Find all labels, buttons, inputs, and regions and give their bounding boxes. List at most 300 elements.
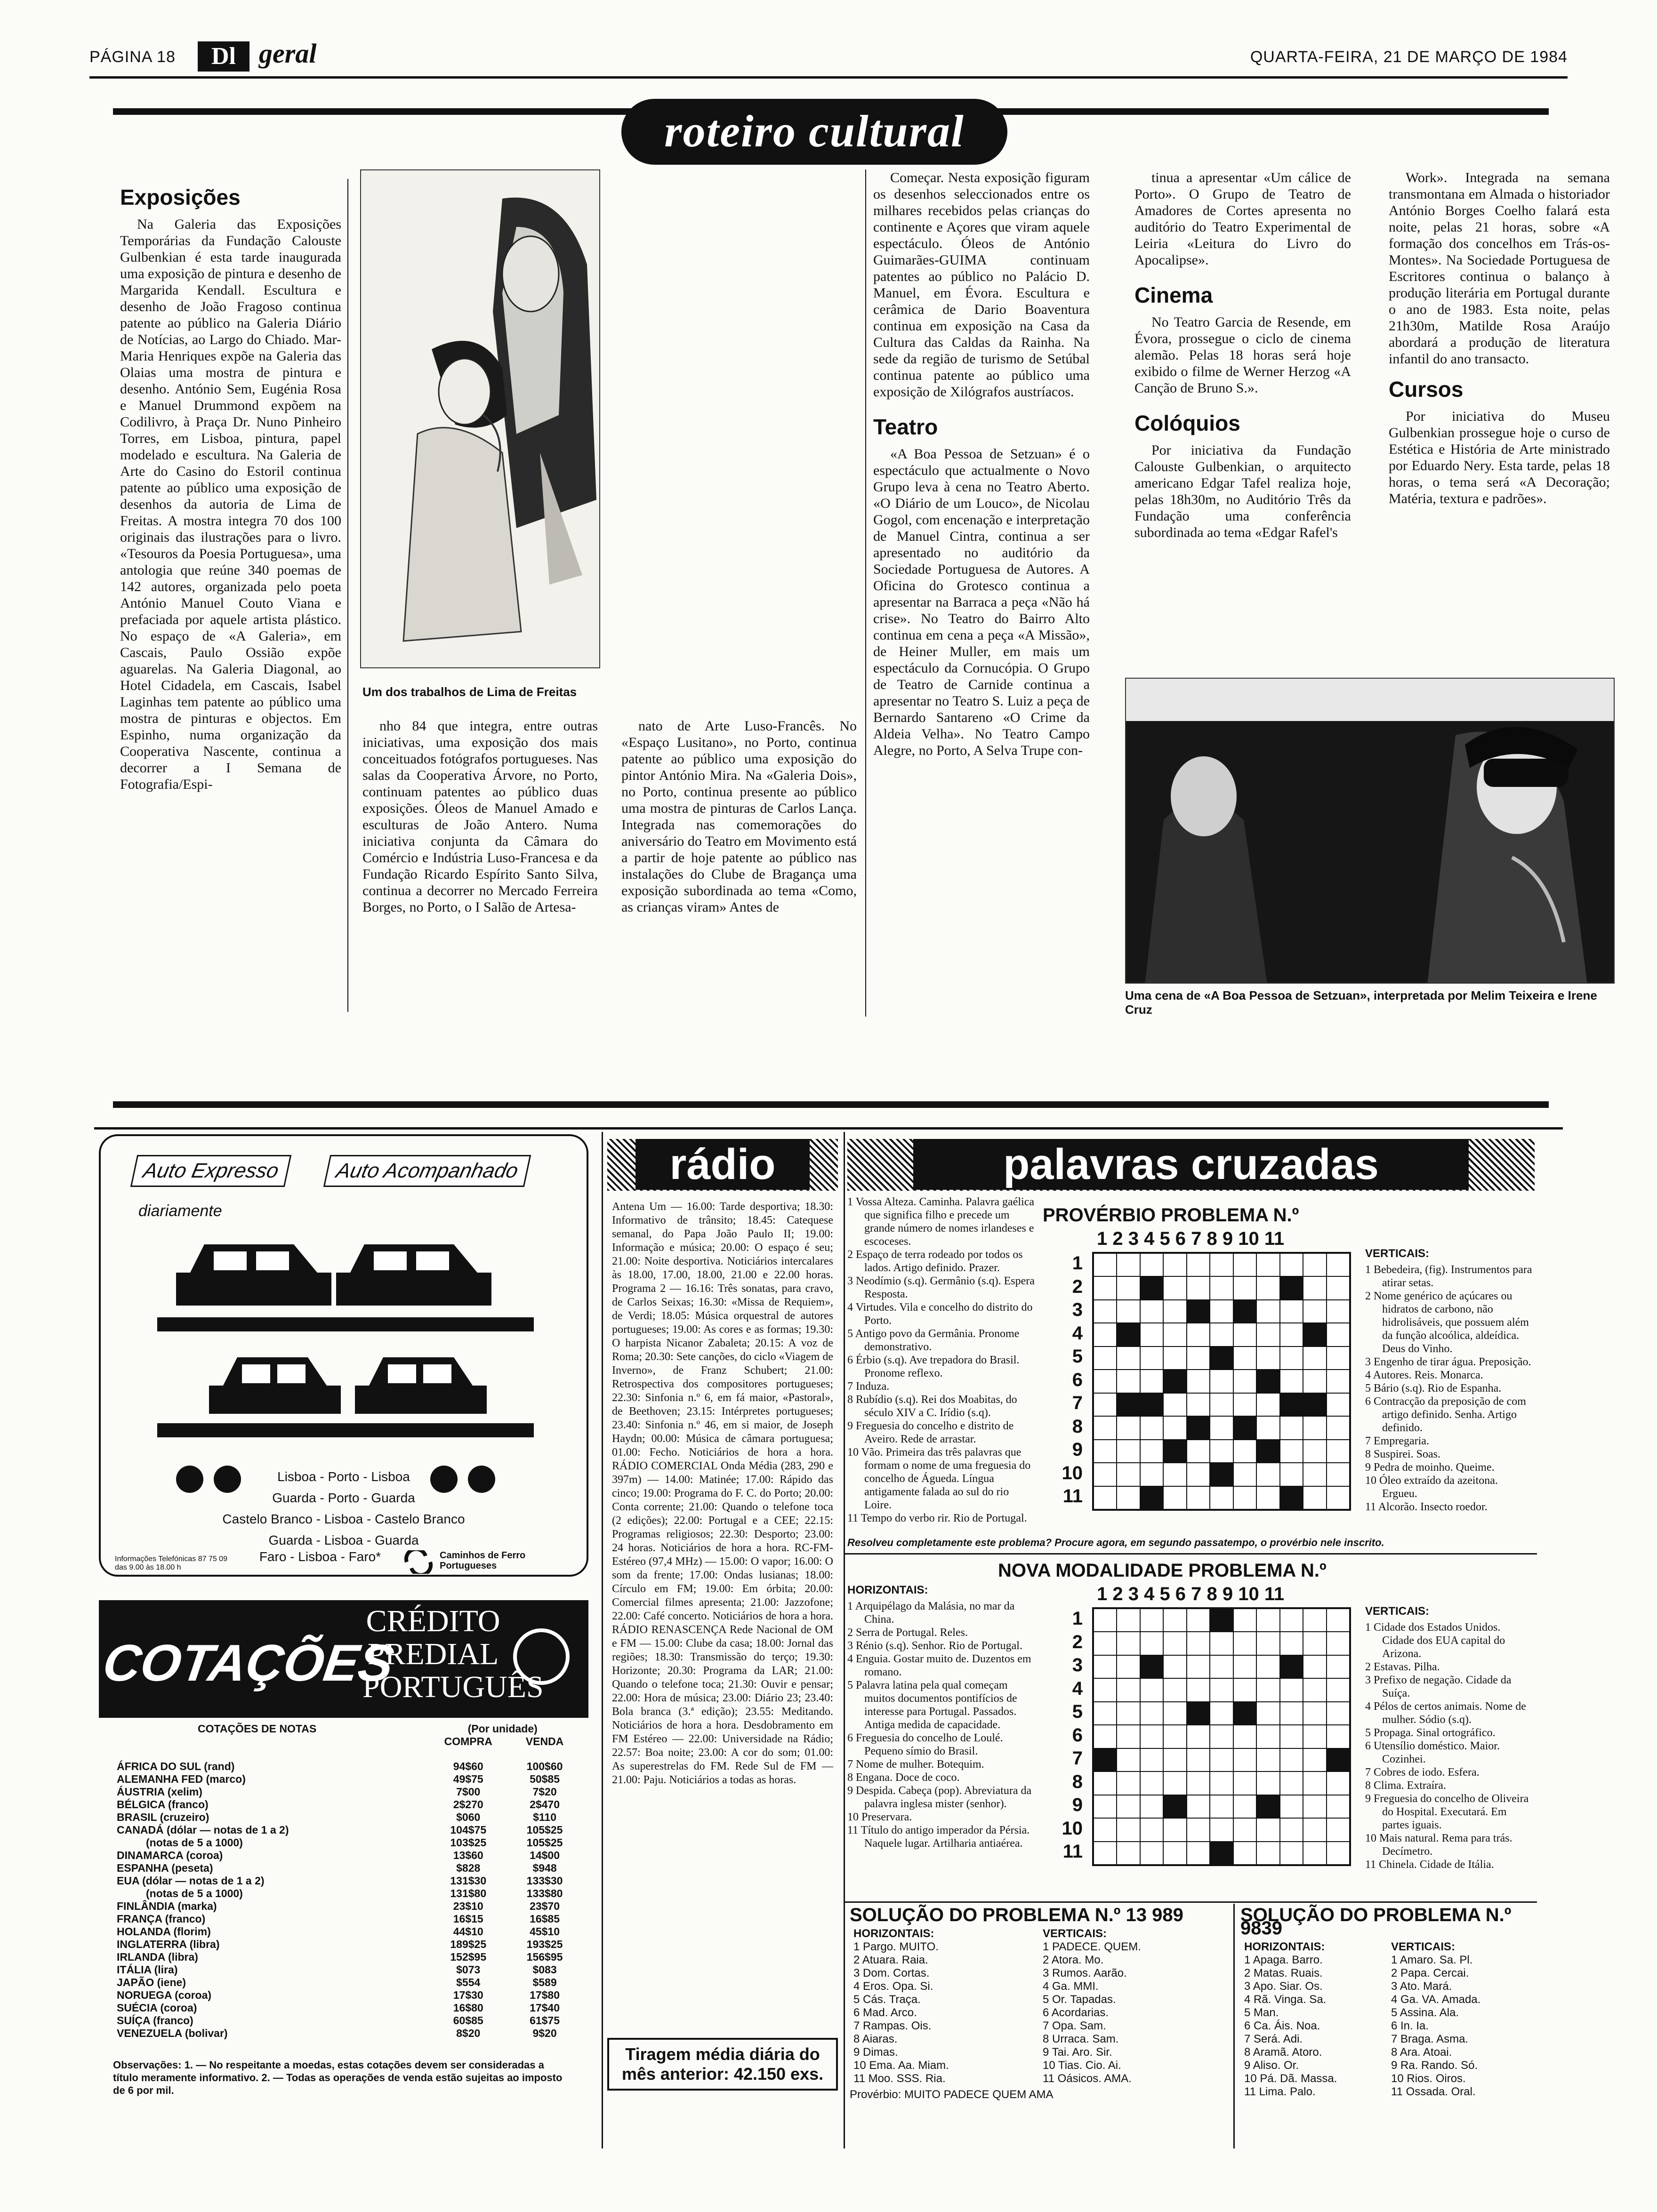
p1-vertical-clues — [1365, 1247, 1535, 1514]
grid-cell — [1163, 1702, 1186, 1725]
cruzadas-divider — [845, 1553, 1537, 1555]
currency-name: EUA (dólar — notas de 1 a 2) — [117, 1875, 265, 1887]
grid-cell — [1117, 1678, 1140, 1701]
grid-cell — [1210, 1416, 1233, 1439]
grid-cell — [1303, 1393, 1326, 1416]
buy-rate: $073 — [456, 1964, 481, 1976]
currency-name: JAPÃO (iene) — [117, 1976, 186, 1988]
clue2-v11: 11 Chinela. Cidade de Itália. — [1365, 1859, 1494, 1871]
clue2-v7: 7 Cobres de iodo. Esfera. — [1365, 1766, 1480, 1779]
p2-row-numbers: 1 2 3 4 5 6 7 8 9 10 11 — [1062, 1608, 1083, 1862]
heading-cursos: Cursos — [1389, 377, 1464, 401]
grid-cell — [1327, 1323, 1350, 1346]
grid-cell — [1303, 1370, 1326, 1393]
grid-cell — [1280, 1416, 1303, 1439]
radio-schedule: Antena Um — 16.00: Tarde desportiva; 18.30: Informativo de trânsito; 18.45: Catequese semanal, do Papa João Paulo II; 19.00: Informação e música; 20.00: O espaço é seu; 21.00: Noite desportiva. Noticiários intercalares às 18.00, 17.00, 18.00, 21.00 e 22.00 horas. Programa 2 — 16.16: Três sonatas, para cravo, de Carlos Seixas; 16.30: «Missa de Requiem», de Verdi; 18.05: Música orquestral de autores portugueses; 19.00: As cores e as formas; 19.30: O harpista Nicanor Zabaleta; 20.15: A voz de Roma; 20.30: Sete canções, do ciclo «Viagem de Inverno», de Franz Schubert; 21.00: Retrospectiva dos compositores portugueses; 22.30: Sinfonia n.º 6, em fá maior, «Pastoral», de Beethoven; 23.15: Intérpretes portugueses; 23.40: Sinfonia n.º 46, em si maior, de Joseph Haydn; 00.00: Música de câmara portuguesa; 01.00: Fecho. Noticiários de hora a hora. RÁDIO COMERCIAL Onda Média (283, 290 e 397m) — 14.00: Matinée; 17.00: Rápido das cinco; 19.00: Programa do F. C. do Porto; 20.00: Conta corrente; 21.00: Quando o telefone toca (2 edições); 22.00: Portugal e a CEE; 22.15: Programas religiosos; 22.30: Desporto; 23.00: 24 horas. Noticiários de hora a hora. RC-FM-Estéreo (97,4 MHz) — 15.00: O vapor; 16.00: O som da frente; 17.00: Ondas lusianas; 18.00: Círculo em FM; 19.00: Em órbita; 20.00: Comercial filmes apresenta; 21.00: Jazzofone; 22.00: Café concerto. Noticiários de hora a hora. RÁDIO RENASCENÇA Rede Nacional de OM e FM — 15.00: Clube da casa; 18.00: Jornal das regiões; 18.30: Transmissão do terço; 19.30: Horizonte; 20.30: Programa da LAR; 21.00: Quando o telefone toca; 21.30: Ouvir e pensar; 22.00: Hora de música; 23.00: Diário 23; 23.40: Bola branca (3.ª edição); 23.55: Meditando. Noticiários de hora a hora. Desdobramento em FM Estéreo — 22.00: Universidade na Rádio; 22.57: Boa noite; 23.00: A cor do som; 01.00: As superestrelas do FM. Rede Sul de FM — 21.00: Paju. Noticiários a todas as horas. — [612, 1201, 833, 1786]
grid-cell — [1140, 1609, 1163, 1632]
currency-name: BÉLGICA (franco) — [117, 1798, 209, 1811]
grid-cell — [1303, 1795, 1326, 1818]
grid-cell — [1303, 1771, 1326, 1795]
grid-cell — [1256, 1818, 1279, 1841]
cotacao-row — [113, 1811, 579, 1824]
grid-cell — [1094, 1678, 1117, 1701]
solution-line: 9 Aliso. Or. — [1244, 2059, 1299, 2072]
grid-cell — [1140, 1655, 1163, 1678]
grid-cell — [1094, 1463, 1117, 1486]
grid-cell — [1327, 1818, 1350, 1841]
sell-rate: 61$75 — [530, 2014, 560, 2027]
grid-cell — [1210, 1253, 1233, 1276]
cotacao-row — [113, 1887, 579, 1900]
grid-cell — [1094, 1609, 1117, 1632]
heading-cinema: Cinema — [1134, 283, 1213, 307]
clue2-v8: 8 Clima. Extraíra. — [1365, 1779, 1446, 1792]
grid-cell — [1280, 1370, 1303, 1393]
grid-cell — [1327, 1725, 1350, 1748]
buy-rate: 104$75 — [450, 1824, 487, 1836]
currency-name: INGLATERRA (libra) — [117, 1938, 220, 1950]
grid-cell — [1094, 1300, 1117, 1323]
grid-cell — [1094, 1440, 1117, 1463]
grid-cell — [1140, 1771, 1163, 1795]
grid-cell — [1140, 1842, 1163, 1865]
grid-cell — [1140, 1748, 1163, 1771]
radio-title: rádio — [635, 1139, 810, 1190]
clue-h4: 4 Virtudes. Vila e concelho do distrito do Porto. — [847, 1301, 1033, 1327]
grid-cell — [1303, 1463, 1326, 1486]
buy-rate: 60$85 — [453, 2014, 483, 2027]
grid-cell — [1233, 1300, 1256, 1323]
grid-cell — [1117, 1276, 1140, 1299]
radio-rubric — [607, 1139, 838, 1191]
grid-cell — [1187, 1440, 1210, 1463]
p2-horizontais-label: HORIZONTAIS: — [847, 1584, 928, 1596]
clue-v2: 2 Nome genérico de açúcares ou hidratos de carbono, não hidrolisáveis, que possuem além da função alcoólica, aldeídica. Deus do Vinho. — [1365, 1290, 1529, 1355]
phone-info: Informações Telefónicas 87 75 09 das 9.00 às 18.00 h — [115, 1555, 227, 1571]
grid-cell — [1140, 1416, 1163, 1439]
sol2-v-label: VERTICAIS: — [1391, 1940, 1456, 1953]
grid-cell — [1187, 1771, 1210, 1795]
sell-rate: 193$25 — [526, 1938, 563, 1950]
grid-cell — [1233, 1346, 1256, 1370]
grid-cell — [1187, 1655, 1210, 1678]
grid-cell — [1187, 1276, 1210, 1299]
clue-h10: 10 Vão. Primeira das três palavras que formam o nome de uma freguesia do concelho de Águeda. Língua antigamente falada ao sul do rio Loire. — [847, 1446, 1031, 1511]
clue-v11: 11 Alcorão. Insecto roedor. — [1365, 1501, 1488, 1513]
p1-verticais-label: VERTICAIS: — [1365, 1247, 1430, 1260]
grid-cell — [1210, 1393, 1233, 1416]
cotacao-row — [113, 1875, 579, 1887]
grid-cell — [1303, 1346, 1326, 1370]
grid-cell — [1117, 1748, 1140, 1771]
column-exposicoes-cont1 — [362, 718, 598, 915]
sell-rate: 16$85 — [530, 1913, 560, 1925]
buy-rate: $060 — [456, 1811, 481, 1823]
grid-cell — [1187, 1346, 1210, 1370]
grid-cell — [1233, 1323, 1256, 1346]
grid-cell — [1094, 1842, 1117, 1865]
grid-cell — [1327, 1655, 1350, 1678]
grid-cell — [1140, 1702, 1163, 1725]
solution-line: 4 Ga. VA. Amada. — [1391, 1993, 1481, 2006]
grid-cell — [1303, 1818, 1326, 1841]
grid-cell — [1163, 1678, 1186, 1701]
theatre-photo-caption: Uma cena de «A Boa Pessoa de Setzuan», interpretada por Melim Teixeira e Irene Cruz — [1125, 988, 1597, 1017]
grid-cell — [1140, 1486, 1163, 1509]
grid-cell — [1233, 1393, 1256, 1416]
currency-name: SUÍÇA (franco) — [117, 2014, 193, 2027]
crossword-grid-1 — [1092, 1252, 1351, 1511]
solution-line: 1 PADECE. QUEM. — [1043, 1940, 1141, 1953]
grid-cell — [1163, 1725, 1186, 1748]
solution-line: 8 Aramã. Atoro. — [1244, 2046, 1322, 2059]
tiragem-box: Tiragem média diária do mês anterior: 42.150 exs. — [607, 2038, 838, 2091]
grid-cell — [1163, 1300, 1186, 1323]
clue-h2: 2 Espaço de terra rodeado por todos os lados. Artigo definido. Prazer. — [847, 1249, 1023, 1274]
grid-cell — [1187, 1486, 1210, 1509]
grid-cell — [1094, 1346, 1117, 1370]
solution-line: 6 Acordarias. — [1043, 2006, 1109, 2019]
solution-line: 7 Será. Adi. — [1244, 2033, 1303, 2045]
sell-rate: 105$25 — [526, 1824, 563, 1836]
currency-name: ALEMANHA FED (marco) — [117, 1773, 246, 1785]
tag-auto-acompanhado: Auto Acompanhado — [323, 1155, 531, 1187]
grid-cell — [1280, 1253, 1303, 1276]
cotacao-row — [113, 1786, 579, 1798]
cruzadas-title: palavras cruzadas — [913, 1139, 1469, 1190]
grid-cell — [1140, 1370, 1163, 1393]
grid-cell — [1256, 1486, 1279, 1509]
clue2-v9: 9 Freguesia do concelho de Oliveira do Hospital. Executará. Em partes iguais. — [1365, 1793, 1529, 1831]
grid-cell — [1327, 1702, 1350, 1725]
grid-cell — [1303, 1655, 1326, 1678]
sell-rate: 105$25 — [526, 1836, 563, 1849]
grid-cell — [1094, 1416, 1117, 1439]
grid-cell — [1233, 1748, 1256, 1771]
grid-cell — [1256, 1370, 1279, 1393]
bank-name: CRÉDITO PREDIAL PORTUGUÊS — [362, 1604, 544, 1704]
grid-cell — [1163, 1346, 1186, 1370]
clue2-h8: 8 Engana. Doce de coco. — [847, 1771, 960, 1784]
grid-cell — [1117, 1300, 1140, 1323]
sol2-h-label: HORIZONTAIS: — [1244, 1940, 1325, 1953]
grid-cell — [1094, 1370, 1117, 1393]
grid-cell — [1094, 1393, 1117, 1416]
grid-cell — [1233, 1842, 1256, 1865]
solution-line: 4 Eros. Opa. Si. — [853, 1980, 933, 1993]
cotacao-row — [113, 1824, 579, 1836]
grid-cell — [1210, 1323, 1233, 1346]
solution-line: 10 Rios. Oiros. — [1391, 2072, 1466, 2085]
sell-rate: 23$70 — [530, 1900, 560, 1912]
solution-2-title: SOLUÇÃO DO PROBLEMA N.º 9839 — [1240, 1905, 1512, 1939]
grid-cell — [1187, 1725, 1210, 1748]
grid-cell — [1163, 1842, 1186, 1865]
clue2-h6: 6 Freguesia do concelho de Loulé. Pequeno símio do Brasil. — [847, 1732, 1003, 1757]
grid-cell — [1187, 1842, 1210, 1865]
cotacao-row — [113, 2014, 579, 2027]
grid-cell — [1187, 1678, 1210, 1701]
bottom-col-rule-1 — [602, 1132, 603, 2148]
grid-cell — [1256, 1346, 1279, 1370]
grid-cell — [1327, 1416, 1350, 1439]
buy-rate: 13$60 — [453, 1849, 483, 1861]
grid-cell — [1256, 1300, 1279, 1323]
grid-cell — [1327, 1346, 1350, 1370]
grid-cell — [1303, 1323, 1326, 1346]
buy-rate: 189$25 — [450, 1938, 487, 1950]
grid-cell — [1094, 1748, 1117, 1771]
grid-cell — [1163, 1463, 1186, 1486]
grid-cell — [1163, 1748, 1186, 1771]
clue-h11: 11 Tempo do verbo rir. Rio de Portugal. — [847, 1512, 1027, 1524]
grid-cell — [1280, 1748, 1303, 1771]
grid-cell — [1256, 1253, 1279, 1276]
grid-cell — [1117, 1253, 1140, 1276]
solution-line: 3 Dom. Cortas. — [853, 1967, 930, 1980]
theatre-photo — [1125, 678, 1615, 984]
sell-rate: 2$470 — [530, 1798, 560, 1811]
solution-9839 — [1240, 1905, 1537, 2100]
solution-line: 2 Atora. Mo. — [1043, 1954, 1104, 1966]
clue2-h4: 4 Enguia. Gostar muito de. Duzentos em romano. — [847, 1653, 1031, 1678]
sell-rate: $589 — [532, 1976, 557, 1988]
route-5: Faro - Lisboa - Faro* — [259, 1549, 381, 1564]
grid-cell — [1117, 1463, 1140, 1486]
solution-line: 11 Lima. Palo. — [1244, 2085, 1316, 2098]
grid-cell — [1094, 1276, 1117, 1299]
col-buy: COMPRA — [444, 1735, 492, 1747]
grid-cell — [1256, 1276, 1279, 1299]
table-title: COTAÇÕES DE NOTAS — [198, 1723, 317, 1735]
grid-cell — [1280, 1323, 1303, 1346]
grid-cell — [1280, 1678, 1303, 1701]
route-3: Castelo Branco - Lisboa - Castelo Branco — [222, 1512, 465, 1526]
grid-cell — [1233, 1702, 1256, 1725]
grid-cell — [1094, 1818, 1117, 1841]
solution-13989 — [850, 1905, 1231, 2101]
grid-cell — [1233, 1678, 1256, 1701]
grid-cell — [1117, 1323, 1140, 1346]
cotacao-row — [113, 2027, 579, 2040]
grid-cell — [1327, 1300, 1350, 1323]
grid-cell — [1256, 1842, 1279, 1865]
resolveu-text: Resolveu completamente este problema? Procure agora, em segundo passatempo, o provérbio nele inscrito. — [847, 1537, 1384, 1548]
grid-cell — [1256, 1771, 1279, 1795]
sol1-v-label: VERTICAIS: — [1043, 1927, 1107, 1940]
solution-line: 11 Oásicos. AMA. — [1043, 2072, 1132, 2085]
grid-cell — [1256, 1609, 1279, 1632]
clue-h6: 6 Érbio (s.q). Ave trepadora do Brasil. Pronome reflexo. — [847, 1354, 1020, 1379]
sell-rate: 133$80 — [526, 1887, 563, 1899]
grid-cell — [1094, 1771, 1117, 1795]
buy-rate: 17$30 — [453, 1989, 483, 2001]
cotacoes-table — [113, 1723, 579, 2040]
grid-cell — [1233, 1463, 1256, 1486]
sell-rate: 17$40 — [530, 2002, 560, 2014]
clue2-h2: 2 Serra de Portugal. Reles. — [847, 1627, 968, 1639]
grid-cell — [1163, 1771, 1186, 1795]
grid-cell — [1140, 1795, 1163, 1818]
grid-cell — [1303, 1300, 1326, 1323]
grid-cell — [1117, 1842, 1140, 1865]
grid-cell — [1117, 1655, 1140, 1678]
grid-cell — [1303, 1632, 1326, 1655]
solution-line: 1 Apaga. Barro. — [1244, 1954, 1323, 1966]
solution-line: 7 Opa. Sam. — [1043, 2020, 1106, 2032]
grid-cell — [1210, 1300, 1233, 1323]
buy-rate: 152$95 — [450, 1951, 487, 1963]
crossword-grid-2 — [1092, 1607, 1351, 1866]
currency-name: HOLANDA (florim) — [117, 1925, 211, 1938]
coloquios-cont: Work». Integrada na semana transmontana em Almada o historiador António Borges Coelho falará esta noite, pelas 21 horas, sobre «A formação dos concelhos em Trás-os-Montes». Na Sociedade Portuguesa de Escritores continua o balanço à produção literária em Portugal durante o ano de 1983. Esta noite, pelas 21h30m, Matilde Rosa Araújo abordará a produção de literatura infantil do ano transacto. — [1389, 170, 1610, 367]
grid-cell — [1280, 1300, 1303, 1323]
solution-line: 8 Aiaras. — [853, 2033, 898, 2045]
teatro-text: «A Boa Pessoa de Setzuan» é o espectáculo que actualmente o Novo Grupo leva à cena no Teatro Aberto. «O Diário de um Louco», de Nicolau Gogol, com encenação e interpretação de Manuel Cintra, continua a ser apresentado no auditório da Sociedade Portuguesa de Autores. A Oficina do Grotesco continua a apresentar na Barraca a peça «Não há crise». No Teatro do Bairro Alto continua em cena a peça «A Missão», de Heiner Muller, em mais um espectáculo da Cornucópia. O Grupo de Teatro de Carnide continua a apresentar no Teatro S. Luiz a peça de Bernardo Santareno «O Crime da Aldeia Velha». No Teatro Campo Alegre, no Porto, A Selva Trupe con- — [873, 446, 1090, 758]
solution-line: 10 Tias. Cio. Ai. — [1043, 2059, 1121, 2072]
grid-cell — [1327, 1393, 1350, 1416]
grid-cell — [1117, 1346, 1140, 1370]
heading-exposicoes: Exposições — [120, 185, 241, 209]
cotacao-row — [113, 1862, 579, 1875]
sell-rate: 100$60 — [526, 1760, 563, 1772]
artwork-caption: Um dos trabalhos de Lima de Freitas — [362, 685, 577, 699]
currency-name: (notas de 5 a 1000) — [146, 1887, 243, 1899]
grid-cell — [1327, 1440, 1350, 1463]
sell-rate: $083 — [532, 1964, 557, 1976]
grid-cell — [1303, 1486, 1326, 1509]
p1-horizontal-clues — [847, 1195, 1036, 1525]
cotacao-row — [113, 1951, 579, 1964]
currency-name: FINLÂNDIA (marka) — [117, 1900, 217, 1912]
grid-cell — [1140, 1463, 1163, 1486]
exposicoes-cont3: Começar. Nesta exposição figuram os desenhos seleccionados entre os milhares recebidos pelas crianças do continente e Açores que viram aquele espectáculo. Óleos de António Guimarães-GUIMA continuam patentes ao público no Palácio D. Manuel, em Évora. Escultura e cerâmica de Dario Boaventura continua em exposição na Casa da Cultura das Caldas da Rainha. Na sede da região de turismo de Setúbal continua patente ao público uma exposição de Xilógrafos austríacos. — [873, 170, 1090, 400]
grid-cell — [1303, 1725, 1326, 1748]
grid-cell — [1163, 1655, 1186, 1678]
currency-name: ESPANHA (peseta) — [117, 1862, 213, 1874]
grid-cell — [1187, 1795, 1210, 1818]
grid-cell — [1303, 1748, 1326, 1771]
grid-cell — [1117, 1416, 1140, 1439]
grid-cell — [1163, 1276, 1186, 1299]
grid-cell — [1163, 1393, 1186, 1416]
cp-advert — [99, 1134, 588, 1577]
grid-cell — [1256, 1702, 1279, 1725]
clue-h9: 9 Freguesia do concelho e distrito de Aveiro. Rede de arrastar. — [847, 1420, 1014, 1445]
grid-cell — [1094, 1323, 1117, 1346]
grid-cell — [1327, 1253, 1350, 1276]
grid-cell — [1094, 1655, 1117, 1678]
grid-cell — [1094, 1725, 1117, 1748]
grid-cell — [1117, 1702, 1140, 1725]
clue2-h10: 10 Preservara. — [847, 1811, 912, 1823]
grid-cell — [1303, 1416, 1326, 1439]
solution-1-proverbio: Provérbio: MUITO PADECE QUEM AMA — [850, 2088, 1054, 2101]
p2-title: NOVA MODALIDADE PROBLEMA N.º — [998, 1560, 1327, 1581]
grid-cell — [1094, 1486, 1117, 1509]
frame-bottom-rule — [113, 1101, 1549, 1108]
grid-cell — [1140, 1346, 1163, 1370]
grid-cell — [1187, 1818, 1210, 1841]
clue2-v10: 10 Mais natural. Rema para trás. Decímetro. — [1365, 1832, 1512, 1858]
solution-line: 3 Apo. Siar. Os. — [1244, 1980, 1323, 1993]
grid-cell — [1256, 1416, 1279, 1439]
grid-cell — [1280, 1655, 1303, 1678]
cp-brand: Caminhos de Ferro Portugueses — [440, 1550, 526, 1571]
grid-cell — [1327, 1486, 1350, 1509]
sol1-h-label: HORIZONTAIS: — [853, 1927, 934, 1940]
clue2-v1: 1 Cidade dos Estados Unidos. Cidade dos EUA capital do Arizona. — [1365, 1621, 1505, 1660]
grid-cell — [1187, 1370, 1210, 1393]
grid-cell — [1280, 1276, 1303, 1299]
clue2-v4: 4 Pélos de certos animais. Nome de mulher. Sódio (s.q). — [1365, 1700, 1526, 1726]
solution-line: 2 Matas. Ruais. — [1244, 1967, 1323, 1980]
solution-line: 1 Amaro. Sa. Pl. — [1391, 1954, 1473, 1966]
grid-cell — [1187, 1416, 1210, 1439]
solution-line: 10 Pá. Dã. Massa. — [1244, 2072, 1337, 2085]
cruzadas-rubric — [847, 1139, 1535, 1191]
page-number: PÁGINA 18 — [89, 48, 176, 66]
sell-rate: 14$00 — [530, 1849, 560, 1861]
cotacoes-table-wrap — [113, 1723, 584, 2097]
solution-line: 9 Ra. Rando. Só. — [1391, 2059, 1478, 2072]
grid-cell — [1140, 1393, 1163, 1416]
grid-cell — [1117, 1818, 1140, 1841]
currency-name: FRANÇA (franco) — [117, 1913, 206, 1925]
clue-v6: 6 Contracção da preposição de com artigo definido. Senha. Artigo definido. — [1365, 1395, 1526, 1434]
buy-rate: $828 — [456, 1862, 481, 1874]
buy-rate: 94$60 — [453, 1760, 483, 1772]
grid-cell — [1256, 1748, 1279, 1771]
solution-line: 6 Mad. Arco. — [853, 2006, 917, 2019]
solution-line: 11 Moo. SSS. Ria. — [853, 2072, 946, 2085]
bank-logo-icon — [513, 1628, 570, 1685]
solution-line: 5 Cás. Traça. — [853, 1993, 921, 2006]
grid-cell — [1256, 1393, 1279, 1416]
clue2-v6: 6 Utensílio doméstico. Maior. Cozinhei. — [1365, 1740, 1500, 1765]
grid-cell — [1280, 1842, 1303, 1865]
grid-cell — [1233, 1486, 1256, 1509]
grid-cell — [1233, 1632, 1256, 1655]
buy-rate: 131$80 — [450, 1887, 487, 1899]
grid-cell — [1210, 1609, 1233, 1632]
solutions-top-rule — [845, 1901, 1537, 1903]
grid-cell — [1117, 1795, 1140, 1818]
sell-rate: 50$85 — [530, 1773, 560, 1785]
grid-cell — [1233, 1416, 1256, 1439]
grid-cell — [1303, 1678, 1326, 1701]
currency-name: DINAMARCA (coroa) — [117, 1849, 223, 1861]
car-transport-illustration — [157, 1235, 534, 1451]
exposicoes-cont1: nho 84 que integra, entre outras iniciativas, uma exposição dos mais conceituados fotógrafos portugueses. Nas salas da Cooperativa Árvore, no Porto, continuam patentes ao público duas exposições. Óleos de Manuel Amado e esculturas de João Antero. Numa iniciativa conjunta da Câmara do Comércio e Indústria Luso-Francesa e da Fundação Ricardo Espírito Santo Silva, continua a decorrer no Mercado Ferreira Borges, no Porto, o I Salão de Artesa- — [362, 718, 598, 915]
grid-cell — [1140, 1276, 1163, 1299]
grid-cell — [1280, 1632, 1303, 1655]
grid-cell — [1327, 1748, 1350, 1771]
cotacao-row — [113, 1976, 579, 1989]
grid-cell — [1210, 1440, 1233, 1463]
grid-cell — [1256, 1463, 1279, 1486]
solution-line: 6 In. Ia. — [1391, 2020, 1429, 2032]
clue2-v5: 5 Propaga. Sinal ortográfico. — [1365, 1727, 1496, 1739]
grid-cell — [1327, 1795, 1350, 1818]
solution-line: 9 Tai. Aro. Sir. — [1043, 2046, 1112, 2059]
cotacao-row — [113, 1938, 579, 1951]
grid-cell — [1280, 1609, 1303, 1632]
buy-rate: 2$270 — [453, 1798, 483, 1811]
exposicoes-cont2: nato de Arte Luso-Francês. No «Espaço Lusitano», no Porto, continua patente ao público uma exposição do pintor António Mira. Na «Galeria Dois», no Porto, continua presente ao público uma mostra de pinturas de Carlos Lança. Integrada nas comemorações do aniversário do Teatro em Movimento está a partir de hoje patente ao público nas instalações do Clube de Bragança uma exposição subordinada ao tema «Como, as crianças viram» Antes de — [621, 718, 857, 915]
newspaper-logo: Dl — [198, 41, 249, 72]
grid-cell — [1210, 1818, 1233, 1841]
